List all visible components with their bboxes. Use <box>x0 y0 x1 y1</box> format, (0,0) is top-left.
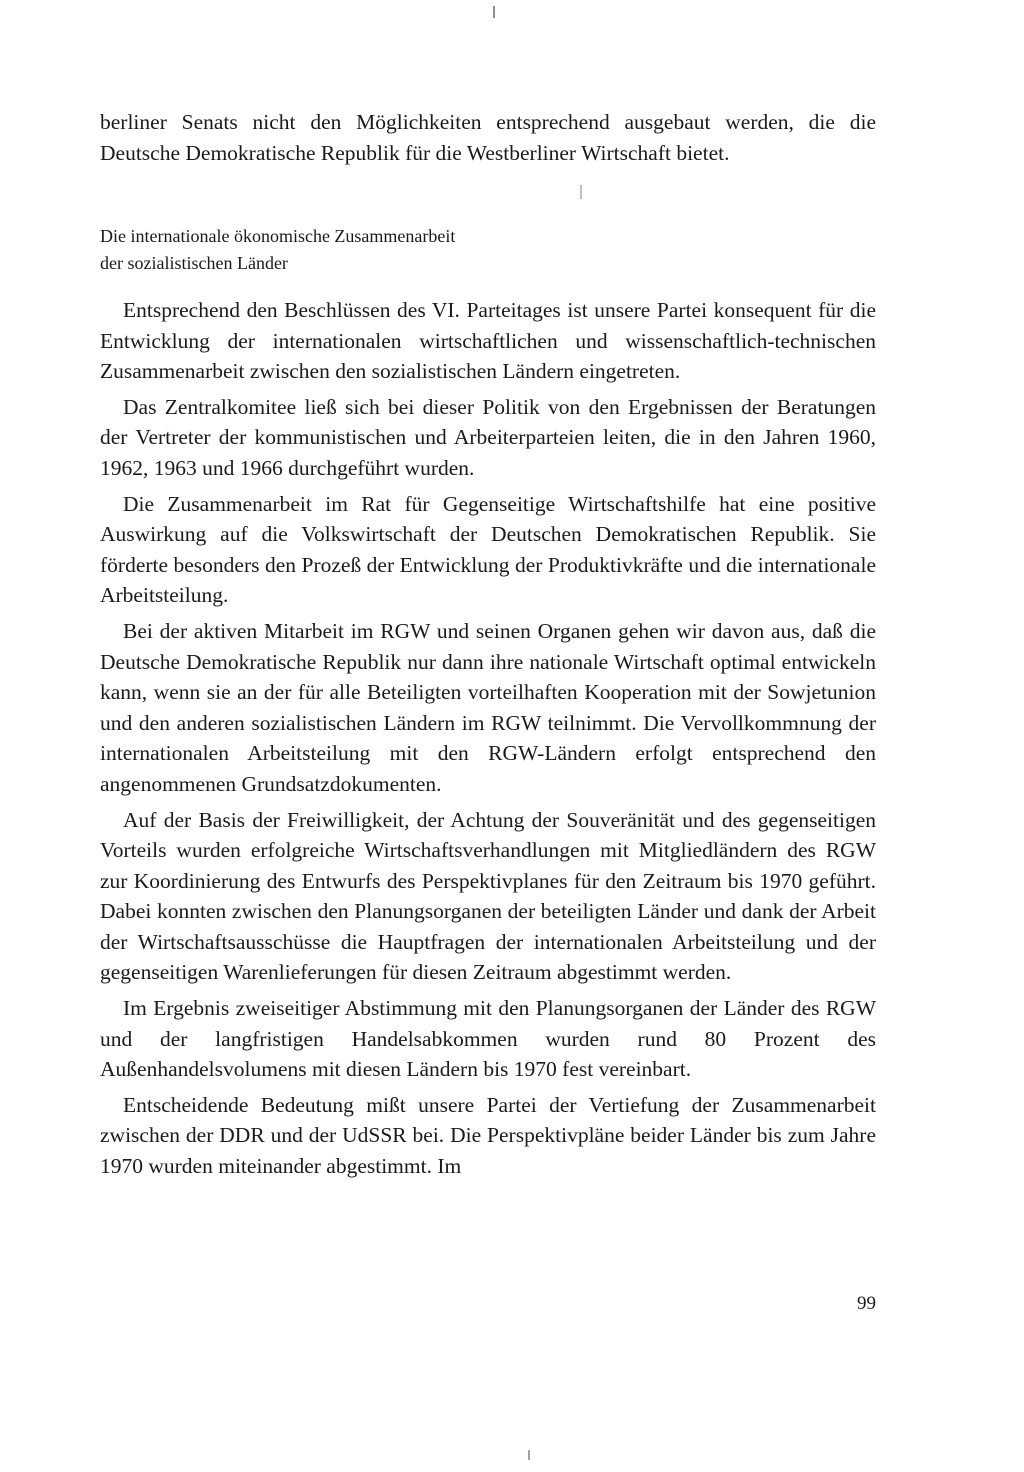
paragraph: Das Zentralkomitee ließ sich bei dieser Politik von den Ergebnissen der Beratungen der Vertreter der kommunistischen und Arbeiterparteien leiten, die in den Jahren 1960, 1962, 1963 und 1966 durchgeführt wurden. <box>100 394 876 480</box>
page-number: 99 <box>857 1293 876 1314</box>
paragraph: Entscheidende Bedeutung mißt unsere Partei der Vertiefung der Zusammenarbeit zwischen der DDR und der UdSSR bei. Die Perspektivpläne beider Länder bis zum Jahre 1970 wurden miteinander abgestimmt. Im <box>100 1092 876 1179</box>
section-heading-line-1: Die internationale ökonomische Zusammenarbeit <box>100 226 456 246</box>
opening-paragraph-block <box>100 107 876 168</box>
paragraph: Entsprechend den Beschlüssen des VI. Parteitages ist unsere Partei konsequent für die Entwicklung der internationalen wirtschaftlichen und wissenschaftlich-technischen Zusammenarbeit zwischen den sozialistischen Ländern eingetreten. <box>100 298 876 384</box>
body-text <box>100 295 876 1182</box>
section-heading <box>100 223 700 277</box>
paragraph: Die Zusammenarbeit im Rat für Gegenseitige Wirtschaftshilfe hat eine positive Auswirkung auf die Volkswirtschaft der Deutschen Demokratischen Republik. Sie förderte besonders den Prozeß der Entwicklung der Produktivkräfte und die internationale Arbeitsteilung. <box>100 491 876 608</box>
paragraph: Im Ergebnis zweiseitiger Abstimmung mit den Planungsorganen der Länder des RGW und der langfristigen Handelsabkommen wurden rund 80 Prozent des Außenhandelsvolumens mit diesen Ländern bis 1970 fest vereinbart. <box>100 996 876 1082</box>
scan-mark-top <box>493 6 495 18</box>
scan-mark-bottom <box>528 1450 530 1460</box>
paragraph: Bei der aktiven Mitarbeit im RGW und seinen Organen gehen wir davon aus, daß die Deutsche Demokratische Republik nur dann ihre nationale Wirtschaft optimal entwickeln kann, wenn sie an der für alle Beteiligten vorteilhaften Kooperation mit der Sowjetunion und den anderen sozialistischen Ländern im RGW teilnimmt. Die Vervollkommnung der internationalen Arbeitsteilung mit den RGW-Ländern erfolgt entsprechend den angenommenen Grundsatzdokumenten. <box>100 618 876 796</box>
paragraph: Auf der Basis der Freiwilligkeit, der Achtung der Souveränität und des gegenseitigen Vorteils wurden erfolgreiche Wirtschaftsverhandlungen mit Mitgliedländern des RGW zur Koordinierung des Entwurfs des Perspektivplanes für den Zeitraum bis 1970 geführt. Dabei konnten zwischen den Planungsorganen der beteiligten Länder und dank der Arbeit der Wirtschaftsausschüsse die Hauptfragen der internationalen Arbeitsteilung und der gegenseitigen Warenlieferungen für diesen Zeitraum abgestimmt werden. <box>100 807 876 985</box>
opening-paragraph: berliner Senats nicht den Möglichkeiten entsprechend ausgebaut werden, die die Deutsche Demokratische Republik für die Westberliner Wirtschaft bietet. <box>100 110 876 165</box>
scan-mark-mid <box>580 185 582 199</box>
section-heading-line-2: der sozialistischen Länder <box>100 253 288 273</box>
